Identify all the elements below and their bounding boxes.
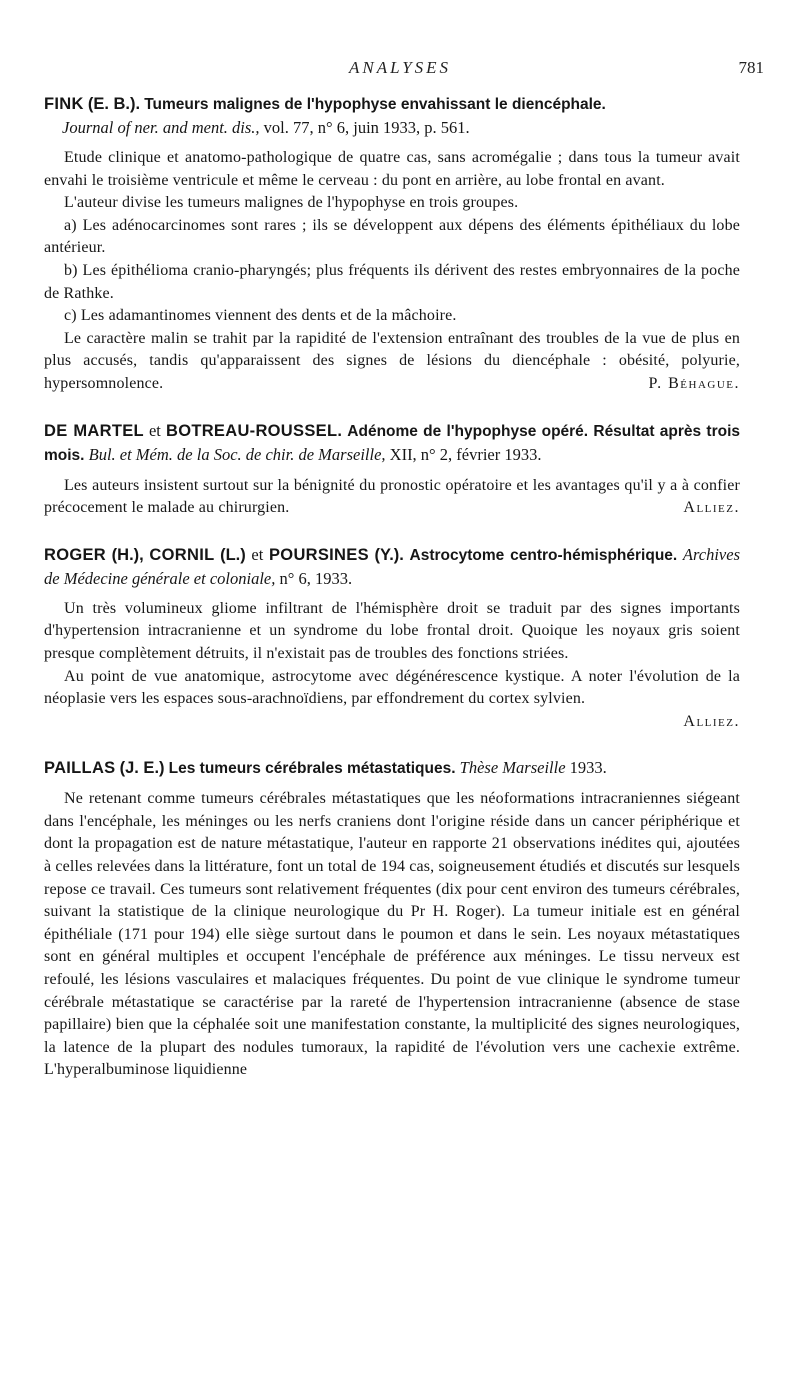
article-title: Astrocytome centro-hémisphérique.	[409, 546, 678, 564]
review-fink	[44, 92, 740, 396]
author-name: ROGER	[44, 545, 107, 564]
review-heading	[44, 543, 740, 590]
journal-name: Thèse Marseille	[459, 758, 566, 778]
citation-details: XII, n° 2, février 1933.	[389, 444, 542, 464]
author-name: FINK	[44, 95, 84, 113]
paragraph: a) Les adénocarcinomes sont rares ; ils se développent aux dépens des éléments épithéliaux du lobe antérieur.	[44, 216, 740, 257]
author-initials-3: (Y.).	[374, 545, 404, 564]
content	[44, 92, 740, 1082]
reviewer-signature: P. Béhague.	[648, 374, 740, 392]
review-roger	[44, 543, 740, 734]
running-title: ANALYSES	[348, 58, 452, 77]
author-name-2: BOTREAU-ROUSSEL.	[165, 421, 343, 440]
article-title: Adénome de l'hypophyse opéré. Résultat après trois mois.	[44, 422, 740, 464]
paragraph: c) Les adamantinomes viennent des dents et de la mâchoire.	[64, 307, 457, 325]
review-de-martel	[44, 419, 740, 520]
review-heading	[44, 419, 740, 467]
journal-name: Bul. et Mém. de la Soc. de chir. de Marseille,	[88, 444, 386, 464]
author-name-3: POURSINES	[269, 545, 369, 564]
journal-name: Journal of ner. and ment. dis.,	[62, 118, 260, 137]
reviewer-signature: Alliez.	[683, 712, 740, 730]
paragraph: Ne retenant comme tumeurs cérébrales métastatiques que les néoformations intracraniennes siégeant dans l'encéphale, les méninges ou les nerfs craniens dont l'origine réside dans un cancer périphérique et dont la propagation est de nature métastatique, l'auteur en rapporte 21 observations inédites qui, ajoutées à celles relevées dans la littérature, font un total de 194 cas, soigneusement étudiés et discutés sur lesquels repose ce travail. Ces tumeurs sont relativement fréquentes (dix pour cent environ des tumeurs cérébrales, suivant la statistique de la clinique neurologique du Pr H. Roger). La tumeur initiale est en général épithéliale (171 pour 194) elle siège surtout dans le poumon et dans le sein. Les noyaux métastatiques sont en général multiples et occupent l'encéphale de préférence aux méninges. Le tissu nerveux est refoulé, les lésions vasculaires et malaciques fréquentes. Du point de vue clinique le syndrome tumeur cérébrale métastatique se caractérise par la rareté de l'hypertension intracranienne (absence de stase papillaire) bien que la céphalée soit une manifestation constante, la multiplicité des signes neurologiques, la latence de la plupart des nodules tumoraux, la rapidité de l'évolution vers une cachexie extrême. L'hyperalbuminose liquidienne	[44, 790, 740, 1079]
review-heading	[44, 92, 740, 139]
article-title: Tumeurs malignes de l'hypophyse envahissant le diencéphale.	[144, 96, 606, 113]
paragraph-text: Le caractère malin se trahit par la rapidité de l'extension entraînant des troubles de la vue de plus en plus accusés, tandis qu'apparaissent des signes de lésions du diencéphale : obésité, polyurie, hypersomnolence.	[44, 329, 740, 392]
author-name: PAILLAS	[44, 759, 116, 778]
citation-details: n° 6, 1933.	[279, 568, 353, 588]
page-number: 781	[738, 58, 764, 77]
citation	[44, 116, 740, 139]
author-initials: (J. E.)	[119, 759, 165, 778]
paragraph-with-signature	[44, 328, 740, 396]
paragraph: L'auteur divise les tumeurs malignes de l'hypophyse en trois groupes.	[64, 194, 519, 212]
author-name-2: CORNIL	[149, 545, 215, 564]
review-paillas	[44, 756, 740, 1082]
reviewer-signature: Alliez.	[683, 499, 740, 517]
citation-details: vol. 77, n° 6, juin 1933, p. 561.	[263, 118, 470, 137]
paragraph: Etude clinique et anatomo-pathologique de quatre cas, sans acromégalie ; dans tous la tumeur avait envahi le troisième ventricule et même le cerveau : du pont en arrière, au lobe frontal en avant.	[44, 149, 740, 189]
paragraph-with-signature	[44, 475, 740, 520]
author-connector: et	[148, 420, 161, 440]
citation-details: 1933.	[569, 758, 607, 778]
running-head	[0, 58, 800, 82]
article-title: Les tumeurs cérébrales métastatiques.	[168, 760, 456, 778]
author-name: DE MARTEL	[44, 421, 144, 440]
author-initials: (E. B.).	[87, 95, 141, 113]
paragraph: b) Les épithélioma cranio-pharyngés; plus fréquents ils dérivent des restes embryonnaires de la poche de Rathke.	[44, 261, 740, 302]
author-connector: et	[251, 544, 264, 564]
paragraph: Un très volumineux gliome infiltrant de l'hémisphère droit se traduit par des signes importants d'hypertension intracranienne et un syndrome du lobe frontal droit. Quoique les noyaux gris soient presque complètement détruits, il n'existait pas de troubles des fonctions striées.	[44, 599, 740, 662]
author-initials-2: (L.)	[220, 545, 246, 564]
author-initials: (H.),	[111, 545, 144, 564]
journal-name: Archives de Médecine générale et coloniale,	[44, 544, 740, 588]
paragraph-text: Les auteurs insistent surtout sur la bénignité du pronostic opératoire et les avantages qu'il y a à confier précocement le malade au chirurgien.	[44, 476, 740, 517]
review-heading	[44, 756, 740, 780]
paragraph: Au point de vue anatomique, astrocytome avec dégénérescence kystique. A noter l'évolution de la néoplasie vers les espaces sous-arachnoïdiens, par effondrement du cortex sylvien.	[44, 667, 740, 708]
